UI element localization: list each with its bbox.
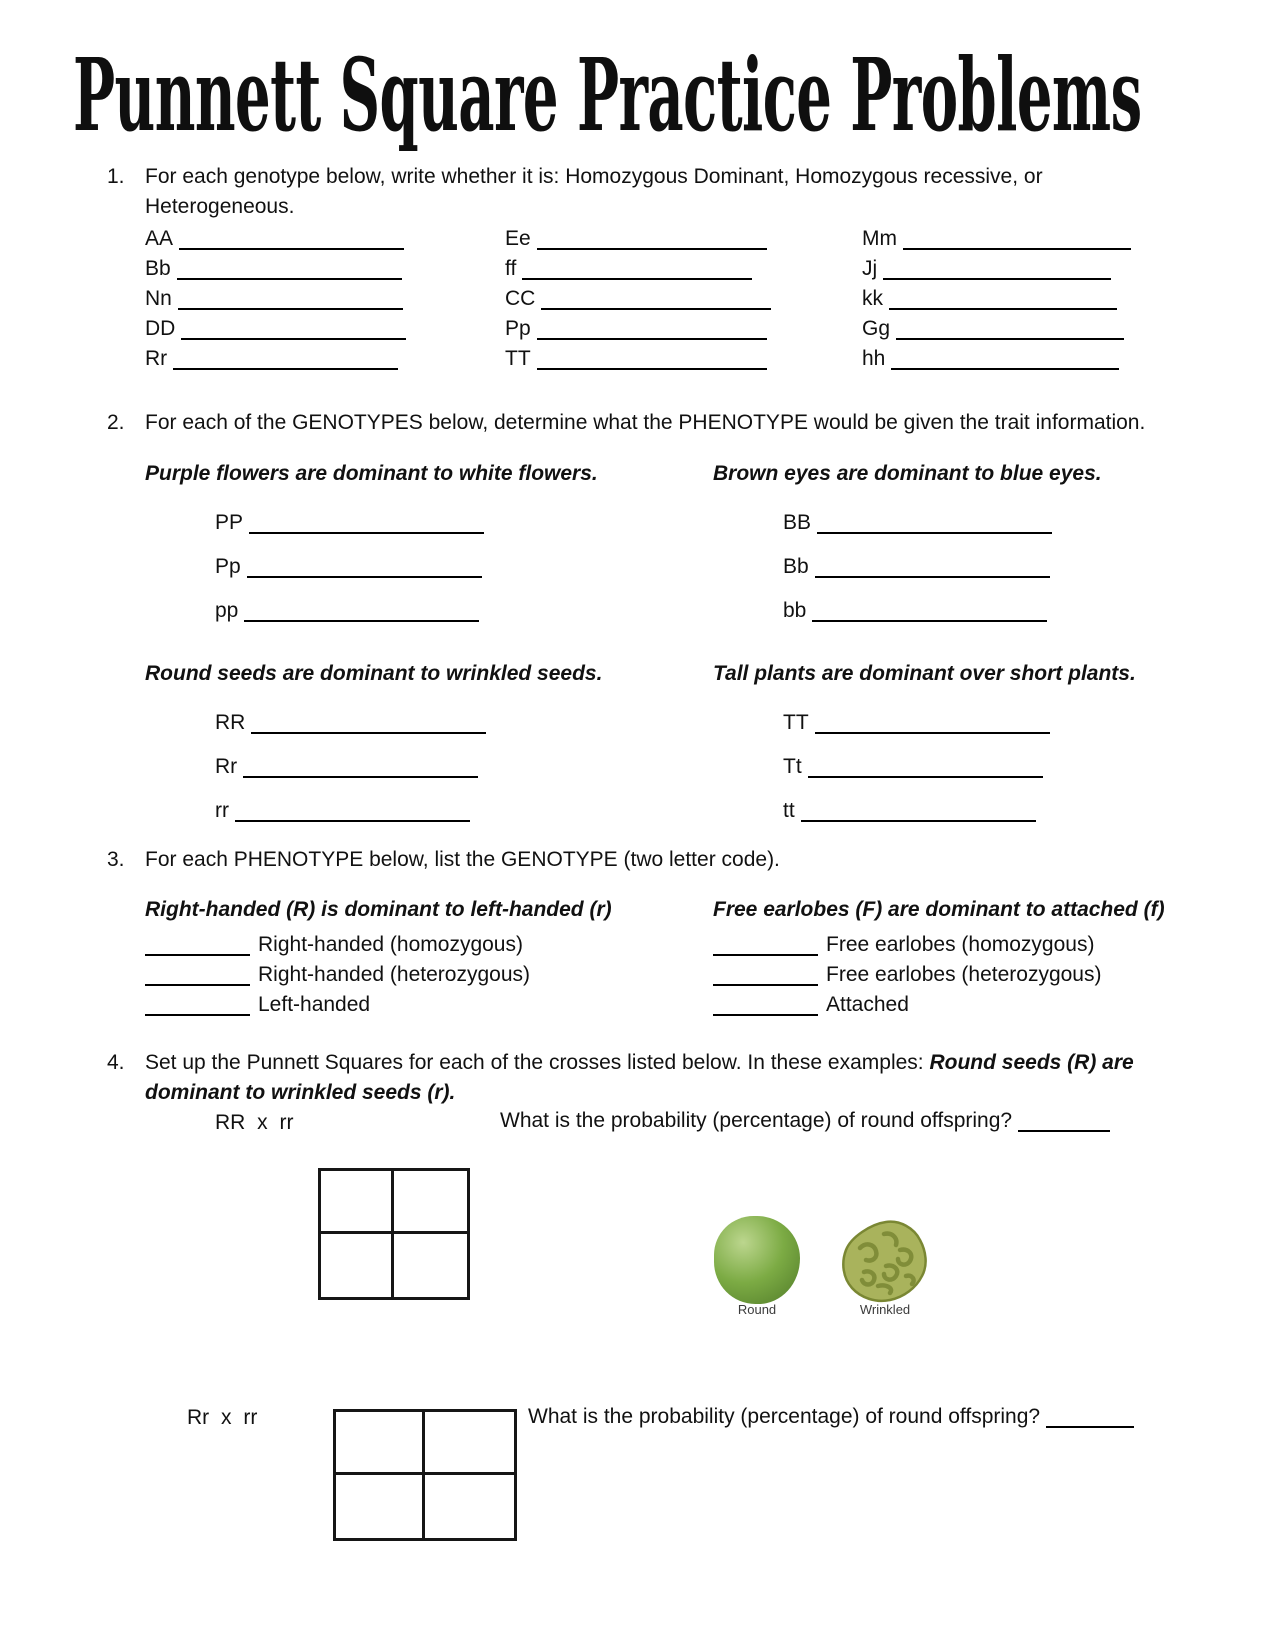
- round-pea-image: [714, 1216, 800, 1304]
- answer-blank: [177, 256, 402, 280]
- genotype-label: tt: [783, 799, 795, 822]
- phenotype-label: Free earlobes (heterozygous): [826, 963, 1102, 986]
- genotype-item: [505, 254, 771, 284]
- trait-rows: [215, 508, 598, 626]
- trait-header: Purple flowers are dominant to white flowers.: [145, 462, 598, 485]
- genotype-item: [783, 596, 1102, 626]
- genotype-item: [862, 314, 1131, 344]
- genotype-item: [862, 344, 1131, 374]
- trait-group-brown-eyes: [713, 460, 1102, 626]
- question-1-prompt-line1: For each genotype below, write whether it is: Homozygous Dominant, Homozygous recessive, or: [145, 165, 1043, 188]
- genotype-label: Ee: [505, 227, 531, 250]
- genotype-item: [145, 254, 406, 284]
- trait-header: Right-handed (R) is dominant to left-handed (r): [145, 898, 612, 921]
- punnett-cell: [321, 1171, 394, 1234]
- genotype-label: Rr: [215, 755, 238, 778]
- trait-header: Tall plants are dominant over short plants.: [713, 662, 1136, 685]
- genotype-item: [215, 752, 602, 782]
- question-4-prompt-bold-line2: dominant to wrinkled seeds (r).: [145, 1081, 456, 1104]
- phenotype-item: [145, 960, 612, 990]
- phenotype-label: Attached: [826, 993, 909, 1016]
- punnett-cell: [425, 1475, 514, 1538]
- answer-blank: [541, 286, 771, 310]
- genotype-column-1: [145, 224, 406, 374]
- question-3: [107, 845, 1207, 875]
- genotype-item: [145, 284, 406, 314]
- answer-blank: [891, 346, 1119, 370]
- round-pea-label: Round: [737, 1302, 777, 1317]
- genotype-label: Mm: [862, 227, 897, 250]
- answer-blank: [251, 710, 486, 734]
- genotype-label: CC: [505, 287, 536, 310]
- genotype-item: [783, 508, 1102, 538]
- question-4: [107, 1048, 1227, 1108]
- answer-blank: [801, 798, 1036, 822]
- worksheet-title: Punnett Square Practice Problems: [73, 36, 1142, 154]
- genotype-item: [783, 752, 1136, 782]
- cross-1-label: RR x rr: [215, 1111, 294, 1134]
- genotype-label: BB: [783, 511, 812, 534]
- punnett-cell: [394, 1234, 467, 1297]
- question-1-prompt: [145, 162, 1105, 222]
- question-2: [107, 408, 1207, 438]
- answer-blank: [883, 256, 1111, 280]
- genotype-item: [505, 314, 771, 344]
- genotype-label: ff: [505, 257, 517, 280]
- genotype-label: kk: [862, 287, 883, 310]
- phenotype-item: [713, 930, 1165, 960]
- genotype-item: [215, 508, 598, 538]
- phenotype-label: Right-handed (homozygous): [258, 933, 523, 956]
- answer-blank: [537, 346, 767, 370]
- answer-blank: [808, 754, 1043, 778]
- trait-header: Free earlobes (F) are dominant to attached (f): [713, 898, 1165, 921]
- punnett-cell: [336, 1412, 425, 1475]
- trait-rows: [783, 508, 1102, 626]
- genotype-item: [215, 552, 598, 582]
- punnett-cell: [425, 1412, 514, 1475]
- question-1-prompt-line2: Heterogeneous.: [145, 195, 295, 218]
- genotype-label: rr: [215, 799, 229, 822]
- trait-rows: [783, 708, 1136, 826]
- genotype-label: Pp: [505, 317, 531, 340]
- genotype-label: Jj: [862, 257, 878, 280]
- question-4-prompt-bold-line1: Round seeds (R) are: [929, 1051, 1134, 1074]
- phenotype-item: [145, 990, 612, 1020]
- genotype-item: [215, 708, 602, 738]
- answer-blank: [815, 710, 1050, 734]
- genotype-label: Pp: [215, 555, 241, 578]
- punnett-square-2: [333, 1409, 517, 1541]
- genotype-label: Bb: [145, 257, 171, 280]
- genotype-label: AA: [145, 227, 174, 250]
- answer-blank: [145, 962, 250, 986]
- genotype-label: TT: [505, 347, 531, 370]
- trait-header: Round seeds are dominant to wrinkled seeds.: [145, 662, 603, 685]
- question-2-number: 2.: [107, 411, 125, 434]
- genotype-column-3: [862, 224, 1131, 374]
- answer-blank: [235, 798, 470, 822]
- genotype-item: [145, 314, 406, 344]
- phenotype-item: [713, 960, 1165, 990]
- trait-group-tall-plants: [713, 660, 1136, 826]
- question-3-number: 3.: [107, 848, 125, 871]
- genotype-label: Rr: [145, 347, 168, 370]
- genotype-label: Gg: [862, 317, 891, 340]
- question-4-prompt: [145, 1048, 1134, 1108]
- answer-blank: [713, 932, 818, 956]
- answer-blank: [522, 256, 752, 280]
- answer-blank: [815, 554, 1050, 578]
- answer-blank: [145, 932, 250, 956]
- genotype-item: [505, 344, 771, 374]
- genotype-item: [215, 596, 598, 626]
- question-4-prompt-plain: Set up the Punnett Squares for each of the crosses listed below. In these examples:: [145, 1051, 930, 1074]
- question-1: [107, 162, 1157, 222]
- answer-blank: [896, 316, 1124, 340]
- trait-group-round-seeds: [145, 660, 602, 826]
- genotype-label: RR: [215, 711, 246, 734]
- answer-blank: [889, 286, 1117, 310]
- genotype-item: [862, 254, 1131, 284]
- answer-blank: [249, 510, 484, 534]
- answer-blank: [247, 554, 482, 578]
- answer-blank: [713, 992, 818, 1016]
- phenotype-label: Free earlobes (homozygous): [826, 933, 1095, 956]
- phenotype-label: Left-handed: [258, 993, 371, 1016]
- wrinkled-pea-image: [840, 1218, 930, 1304]
- cross-1-question: [500, 1106, 1110, 1136]
- cross-1-question-text: What is the probability (percentage) of round offspring?: [500, 1109, 1013, 1132]
- genotype-label: DD: [145, 317, 176, 340]
- cross-2-question: [528, 1402, 1134, 1432]
- answer-blank: [181, 316, 406, 340]
- cross-2-question-text: What is the probability (percentage) of round offspring?: [528, 1405, 1041, 1428]
- genotype-label: Tt: [783, 755, 802, 778]
- genotype-item: [145, 224, 406, 254]
- trait-rows: [215, 708, 602, 826]
- genotype-item: [505, 224, 771, 254]
- trait-group-purple-flowers: [145, 460, 598, 626]
- question-4-number: 4.: [107, 1051, 125, 1074]
- phenotype-group-earlobes: [713, 896, 1165, 1020]
- answer-blank: [243, 754, 478, 778]
- answer-blank: [812, 598, 1047, 622]
- genotype-item: [215, 796, 602, 826]
- trait-header: Brown eyes are dominant to blue eyes.: [713, 462, 1102, 485]
- punnett-square-1: [318, 1168, 470, 1300]
- genotype-label: TT: [783, 711, 809, 734]
- genotype-item: [862, 224, 1131, 254]
- genotype-label: bb: [783, 599, 807, 622]
- genotype-label: Nn: [145, 287, 172, 310]
- answer-blank: [713, 962, 818, 986]
- punnett-cell: [336, 1475, 425, 1538]
- phenotype-rows: [713, 930, 1165, 1020]
- genotype-column-2: [505, 224, 771, 374]
- answer-blank: [145, 992, 250, 1016]
- answer-blank: [1046, 1404, 1134, 1428]
- genotype-item: [862, 284, 1131, 314]
- answer-blank: [537, 226, 767, 250]
- punnett-cell: [394, 1171, 467, 1234]
- genotype-item: [783, 708, 1136, 738]
- wrinkled-pea-label: Wrinkled: [859, 1302, 911, 1317]
- phenotype-group-handedness: [145, 896, 612, 1020]
- phenotype-item: [145, 930, 612, 960]
- answer-blank: [903, 226, 1131, 250]
- genotype-item: [145, 344, 406, 374]
- genotype-item: [783, 552, 1102, 582]
- genotype-item: [783, 796, 1136, 826]
- genotype-label: pp: [215, 599, 239, 622]
- answer-blank: [1018, 1108, 1110, 1132]
- question-3-prompt: For each PHENOTYPE below, list the GENOTYPE (two letter code).: [145, 848, 780, 871]
- answer-blank: [537, 316, 767, 340]
- answer-blank: [173, 346, 398, 370]
- question-1-number: 1.: [107, 165, 125, 188]
- phenotype-label: Right-handed (heterozygous): [258, 963, 530, 986]
- phenotype-item: [713, 990, 1165, 1020]
- answer-blank: [817, 510, 1052, 534]
- answer-blank: [179, 226, 404, 250]
- question-2-prompt: For each of the GENOTYPES below, determine what the PHENOTYPE would be given the trait information.: [145, 411, 1146, 434]
- genotype-label: PP: [215, 511, 244, 534]
- cross-2-label: Rr x rr: [187, 1406, 258, 1429]
- answer-blank: [244, 598, 479, 622]
- punnett-cell: [321, 1234, 394, 1297]
- genotype-item: [505, 284, 771, 314]
- answer-blank: [178, 286, 403, 310]
- phenotype-rows: [145, 930, 612, 1020]
- genotype-label: Bb: [783, 555, 809, 578]
- genotype-label: hh: [862, 347, 886, 370]
